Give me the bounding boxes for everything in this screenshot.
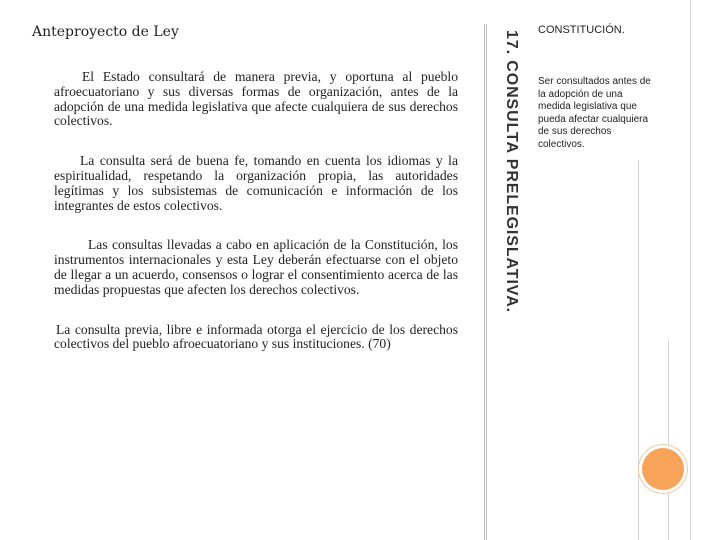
document-title: Anteproyecto de Ley bbox=[32, 24, 179, 40]
decorative-circle bbox=[642, 448, 684, 490]
paragraph-agreement-objective: Las consultas llevadas a cabo en aplicación de la Constitución, los instrumentos internacionales y esta Ley deberán efectuarse con el objeto de llegar a un acuerdo, consensos o lograr el consentimiento acerca de las medidas propuestas que afecten los derechos colectivos. bbox=[54, 237, 458, 297]
decorative-line bbox=[690, 0, 691, 540]
paragraph-collective-rights: La consulta previa, libre e informada otorga el ejercicio de los derechos colectivos del pueblo afroecuatoriano y sus instituciones. (70) bbox=[54, 321, 458, 352]
column-divider bbox=[484, 24, 487, 540]
article-body bbox=[54, 70, 458, 352]
section-title-vertical: 17. CONSULTA PRELEGISLATIVA. bbox=[503, 30, 520, 313]
sidebar-note: Ser consultados antes de la adopción de una medida legislativa que pueda afectar cualquiera de sus derechos colectivos. bbox=[538, 76, 651, 150]
sidebar-heading: CONSTITUCIÓN. bbox=[538, 24, 625, 36]
decorative-line bbox=[638, 160, 639, 540]
paragraph-good-faith: La consulta será de buena fe, tomando en cuenta los idiomas y la espiritualidad, respetando la organización propia, las autoridades legítimas y los subsistemas de comunicación e información de los integrantes de estos colectivos. bbox=[54, 153, 458, 213]
paragraph-prior-consultation: El Estado consultará de manera previa, y oportuna al pueblo afroecuatoriano y sus diversas formas de organización, antes de la adopción de una medida legislativa que afecte cualquiera de sus derechos colectivos. bbox=[54, 69, 458, 129]
sidebar bbox=[538, 24, 688, 151]
decorative-line bbox=[668, 340, 669, 540]
